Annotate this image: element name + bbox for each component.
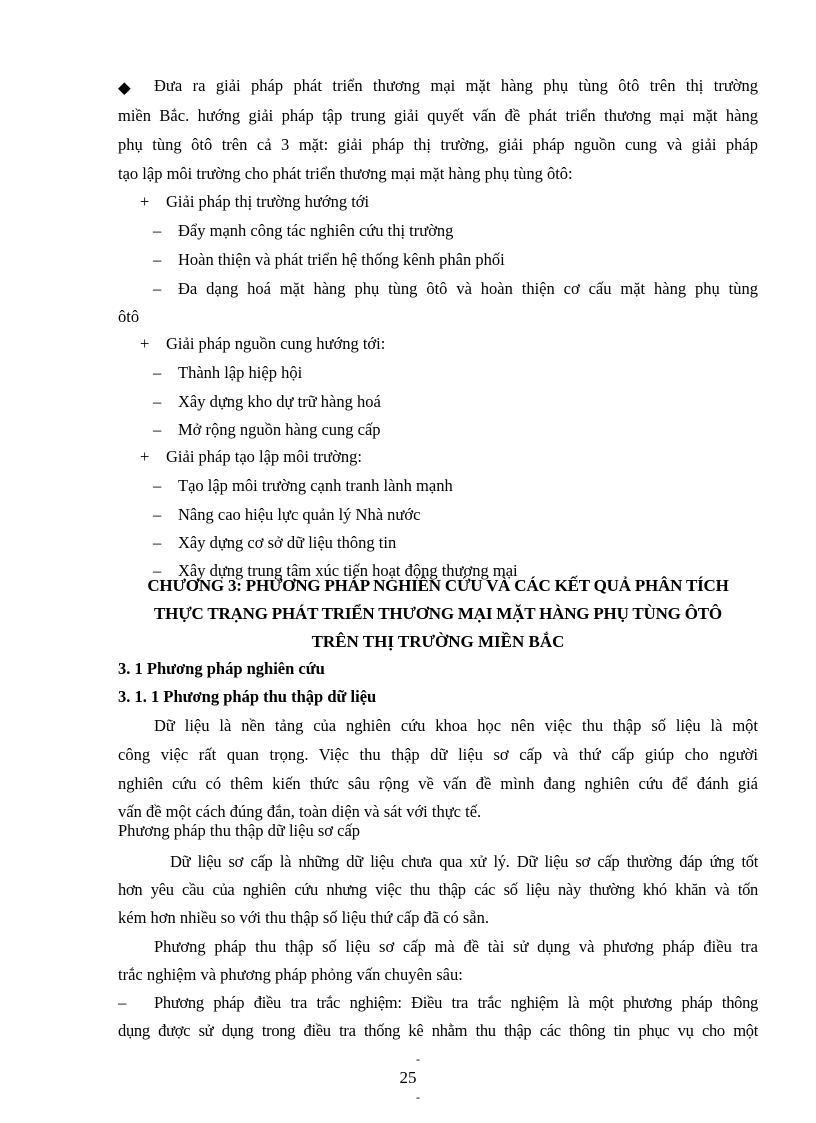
chapter-title-line-1: CHƯƠNG 3: PHƯƠNG PHÁP NGHIÊN CỨU VÀ CÁC KẾT QUẢ PHÂN TÍCH (147, 576, 729, 595)
group2-title: Giải pháp nguồn cung hướng tới: (166, 334, 386, 353)
para1-line-1: Dữ liệu là nền tảng của nghiên cứu khoa học nên việc thu thập số liệu là một (154, 716, 758, 735)
dash: – (153, 420, 162, 439)
para4-line-2: dụng được sử dụng trong điều tra thống kê nhằm thu thập các thông tin phục vụ cho một (118, 1021, 758, 1040)
section-heading: 3. 1 Phương pháp nghiên cứu (118, 659, 325, 678)
group3-plus: + (140, 447, 150, 466)
dash: – (153, 279, 162, 298)
dash: – (153, 476, 162, 495)
footer-dash-top: - (416, 1052, 420, 1066)
intro-line-4: tạo lập môi trường cho phát triển thương mại mặt hàng phụ tùng ôtô: (118, 164, 573, 183)
chapter-title-line-3: TRÊN THỊ TRƯỜNG MIỀN BẮC (311, 632, 565, 651)
primary-data-heading: Phương pháp thu thập dữ liệu sơ cấp (118, 821, 361, 840)
para2-line-3: kém hơn nhiều so với thu thập số liệu thứ cấp đã có sẵn. (118, 908, 489, 927)
para1-line-2: công việc rất quan trọng. Việc thu thập dữ liệu sơ cấp và thứ cấp giúp cho người (118, 745, 758, 764)
dash: – (153, 250, 162, 269)
group2-plus: + (140, 334, 150, 353)
group1-item-1: Đẩy mạnh công tác nghiên cứu thị trường (178, 221, 454, 240)
footer-dash-bottom: - (416, 1090, 420, 1104)
dash: – (153, 392, 162, 411)
group1-title: Giải pháp thị trường hướng tới (166, 192, 370, 211)
dash: – (153, 533, 162, 552)
para1-line-3: nghiên cứu có thêm kiến thức sâu rộng về vấn đề mình đang nghiên cứu để đánh giá (118, 774, 758, 793)
group1-item-3: Đa dạng hoá mặt hàng phụ tùng ôtô và hoàn thiện cơ cấu mặt hàng phụ tùng (178, 279, 758, 298)
para2-line-2: hơn yêu cầu của nghiên cứu nhưng việc thu thập các số liệu này thường khó khăn và tốn (118, 880, 758, 899)
para3-line-1: Phương pháp thu thập số liệu sơ cấp mà đề tài sử dụng và phương pháp điều tra (154, 937, 758, 956)
dash: – (153, 221, 162, 240)
group2-item-2: Xây dựng kho dự trữ hàng hoá (178, 392, 381, 411)
para3-line-2: trắc nghiệm và phương pháp phỏng vấn chuyên sâu: (118, 965, 463, 984)
group3-item-3: Xây dựng cơ sở dữ liệu thông tin (178, 533, 397, 552)
page-number: 25 (399, 1068, 417, 1087)
para4-line-1: Phương pháp điều tra trắc nghiệm: Điều tra trắc nghiệm là một phương pháp thông (154, 993, 758, 1012)
dash: – (153, 505, 162, 524)
group3-item-1: Tạo lập môi trường cạnh tranh lành mạnh (178, 476, 453, 495)
dash: – (153, 561, 162, 580)
intro-line-2: miền Bắc. hướng giải pháp tập trung giải quyết vấn đề phát triển thương mại mặt hàng (118, 106, 758, 125)
group3-item-2: Nâng cao hiệu lực quản lý Nhà nước (178, 505, 421, 524)
para2-line-1: Dữ liệu sơ cấp là những dữ liệu chưa qua xử lý. Dữ liệu sơ cấp thường đáp ứng tốt (170, 852, 758, 871)
group3-item-4: Xây dựng trung tâm xúc tiến hoạt động thương mại (178, 561, 518, 580)
group2-item-3: Mở rộng nguồn hàng cung cấp (178, 420, 381, 439)
chapter-title-line-2: THỰC TRẠNG PHÁT TRIỂN THƯƠNG MẠI MẶT HÀNG PHỤ TÙNG ÔTÔ (154, 604, 722, 623)
dash: – (118, 993, 127, 1012)
group1-item-2: Hoàn thiện và phát triển hệ thống kênh phân phối (178, 250, 505, 269)
subsection-heading: 3. 1. 1 Phương pháp thu thập dữ liệu (118, 687, 377, 706)
group2-item-1: Thành lập hiệp hội (178, 363, 303, 382)
group1-item-3-wrap: ôtô (118, 307, 140, 326)
intro-line-3: phụ tùng ôtô trên cả 3 mặt: giải pháp thị trường, giải pháp nguồn cung và giải pháp (118, 135, 758, 154)
dash: – (153, 363, 162, 382)
bullet-diamond-icon: ◆ (118, 78, 131, 97)
intro-line-1: Đưa ra giải pháp phát triển thương mại mặt hàng phụ tùng ôtô trên thị trường (154, 76, 758, 95)
group3-title: Giải pháp tạo lập môi trường: (166, 447, 362, 466)
group1-plus: + (140, 192, 150, 211)
para1-line-4: vấn đề một cách đúng đắn, toàn diện và sát với thực tế. (118, 802, 482, 821)
